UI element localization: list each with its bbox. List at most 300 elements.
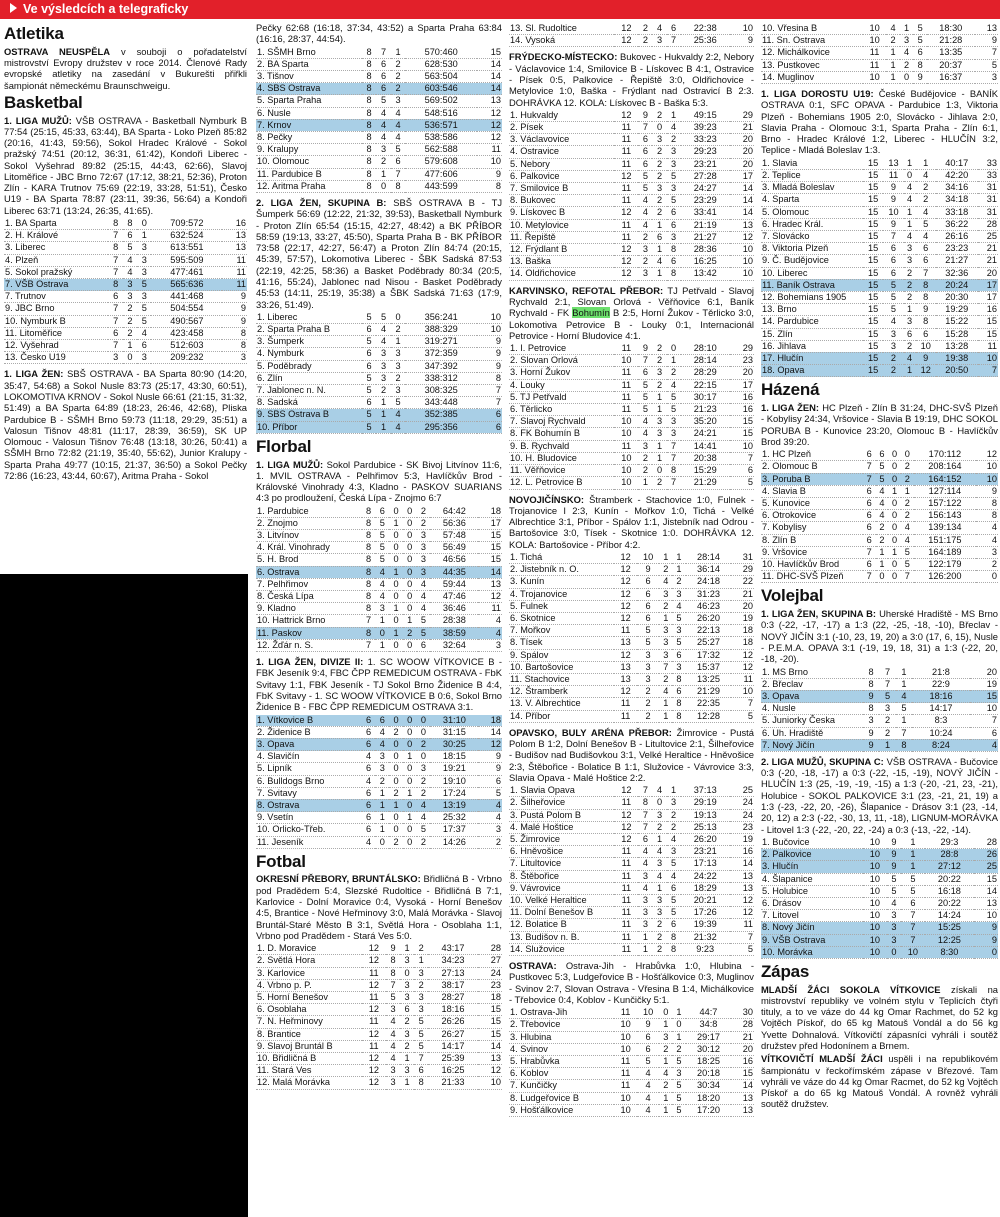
stat-cell: 3 (141, 242, 147, 253)
stat-cell: 5 (380, 311, 387, 322)
stat-cell: 32:64 (442, 639, 466, 650)
team-name-cell: 1. Vítkovice B (257, 714, 314, 725)
stat-cell: 10 (986, 352, 997, 363)
paragraph-lead: KARVINSKO, REFOTAL PŘEBOR: (509, 284, 664, 296)
team-name-cell: 6. Skotnice (510, 612, 556, 623)
team-name-cell: 1. Ostrava-Jih (510, 1007, 568, 1018)
team-name-cell: 12. Žďár n. S. (257, 639, 314, 650)
stat-cell: 8 (923, 279, 929, 290)
stat-cell: 5 (910, 873, 916, 884)
stat-cell: 11 (620, 1080, 631, 1091)
stat-cell: 1 (901, 715, 907, 726)
stat-cell: 6 (380, 58, 387, 69)
stat-cell: 14 (742, 183, 753, 194)
team-name-cell: 13. Pustkovec (762, 59, 820, 70)
stat-cell: 12:28 (696, 710, 720, 721)
stat-cell: 4 (923, 206, 929, 217)
stat-cell: 23 (742, 821, 753, 832)
team-name-cell: 6. Ostrava (257, 566, 300, 577)
stat-cell: 1 (656, 440, 663, 451)
stat-cell: 1 (890, 71, 896, 82)
stat-cell: 3 (380, 360, 387, 371)
team-name-cell: 5. Juniorky Česka (762, 715, 836, 726)
stat-cell: 13:35 (939, 47, 963, 58)
table-row (509, 477, 754, 489)
stat-cell: 1 (656, 833, 663, 844)
stat-cell: 18:30 (939, 23, 963, 33)
stat-cell: 170:112 (928, 449, 962, 460)
table-row (761, 449, 998, 461)
stat-cell: 12 (368, 979, 379, 990)
stat-cell: 18 (742, 637, 753, 648)
table-row (256, 763, 502, 775)
stat-cell: 26:27 (441, 1028, 465, 1039)
stat-cell: 1 (663, 1104, 669, 1115)
stat-cell: 3 (645, 673, 651, 684)
team-name-cell: 7. Slavoj Rychvald (510, 416, 586, 427)
stat-cell: 10 (869, 23, 880, 33)
stat-cell: 3 (656, 35, 663, 46)
stat-cell: 6 (113, 291, 119, 302)
stat-cell: 5 (676, 612, 682, 623)
table-row (256, 107, 502, 119)
stat-cell: 10 (620, 1043, 631, 1054)
stat-cell: 1 (379, 799, 385, 810)
paragraph-text: HC Plzeň - Zlín B 31:24, DHC-SVŠ Plzeň - Kobylisy 24:34, Vršovice - Slavia B 19:19, DHC SOKOL PORUBA B - Kunovice 23:20, Olomouc B - Havlíčkův Brod 39:20. (761, 402, 998, 447)
stat-cell: 59:44 (442, 578, 466, 589)
stat-cell: 4 (420, 799, 426, 810)
team-name-cell: 10. Příbor (257, 421, 298, 432)
stat-cell: 4 (642, 207, 649, 218)
article-paragraph (4, 115, 247, 217)
stat-cell: 6 (645, 612, 651, 623)
table-row (256, 530, 502, 542)
stat-cell: 9 (495, 348, 501, 359)
stat-cell: 17 (490, 517, 501, 528)
team-name-cell: 8. Pečky (257, 131, 293, 142)
stat-cell: 2 (923, 194, 929, 205)
stat-cell: 122:179 (928, 559, 962, 569)
stat-cell: 6 (418, 1065, 424, 1076)
table-row (256, 554, 502, 566)
stat-cell: 10:24 (929, 727, 953, 738)
table-row (509, 785, 754, 797)
stat-cell: 10 (986, 703, 997, 714)
table-row (761, 485, 998, 497)
team-name-cell: 9. Kladno (257, 603, 296, 614)
stat-cell: 38:17 (441, 979, 465, 990)
stat-cell: 2 (404, 1040, 410, 1051)
team-name-cell: 5. TJ Petřvald (510, 391, 567, 402)
stat-cell: 0 (395, 311, 401, 322)
team-name-cell: 7. Kobylisy (762, 522, 807, 533)
section-heading: Zápas (761, 961, 810, 981)
stat-cell: 1 (379, 812, 385, 823)
stat-cell: 6 (420, 639, 426, 650)
stat-cell: 4 (420, 603, 426, 614)
team-name-cell: 2. Teplice (762, 169, 801, 180)
article-paragraph (761, 402, 998, 447)
stat-cell: 10 (869, 861, 881, 872)
team-name-cell: 2. Sparta Praha B (257, 324, 331, 335)
table-row (761, 365, 998, 377)
table-row (509, 146, 754, 158)
stat-cell: 8 (366, 107, 372, 118)
stat-cell: 6 (366, 787, 372, 798)
stat-cell: 5 (127, 242, 133, 253)
stat-cell: 4 (366, 836, 372, 847)
stat-cell: 1 (879, 559, 885, 569)
stat-cell: 16:25 (693, 256, 717, 267)
stat-cell: 7 (991, 365, 997, 376)
team-name-cell: 12. Michálkovice (762, 47, 830, 58)
stat-cell: 3 (420, 566, 426, 577)
stat-cell: 8 (366, 83, 372, 94)
stat-cell: 25 (742, 785, 753, 796)
stat-cell: 1 (907, 304, 913, 315)
team-name-cell: 10. Liberec (762, 267, 808, 278)
stat-cell: 9 (991, 934, 997, 945)
stat-cell: 3 (663, 637, 669, 648)
stat-cell: 2 (676, 1043, 682, 1054)
stat-cell: 8 (670, 244, 677, 255)
stat-cell: 8 (366, 566, 372, 577)
stat-cell: 5 (747, 477, 753, 488)
table-row (761, 304, 998, 316)
stat-cell: 5 (420, 627, 426, 638)
stat-cell: 24:21 (693, 428, 717, 439)
stat-cell: 12 (490, 591, 501, 602)
table-row (761, 497, 998, 509)
team-name-cell: 3. Mladá Boleslav (762, 182, 835, 193)
table-row (761, 352, 998, 364)
stat-cell: 0 (393, 738, 399, 749)
stat-cell: 38:59 (442, 627, 466, 638)
table-row (509, 122, 754, 134)
stat-cell: 1 (676, 564, 682, 575)
stat-cell: 6 (991, 727, 997, 738)
stat-cell: 2 (645, 698, 651, 709)
stat-cell: 5 (670, 907, 677, 918)
team-name-cell: 11. Sn. Ostrava (762, 35, 826, 46)
team-name-cell: 12. Bohemians 1905 (762, 291, 847, 302)
team-name-cell: 14. Muglinov (762, 71, 815, 82)
stat-cell: 6 (747, 465, 753, 476)
stat-cell: 2 (904, 510, 910, 521)
stat-cell: 0 (407, 578, 413, 589)
stat-cell: 10 (742, 244, 753, 255)
stat-cell: 21:29 (693, 477, 717, 488)
stat-cell: 16 (235, 218, 246, 229)
stat-cell: 3 (379, 763, 385, 774)
stat-cell: 3 (670, 158, 677, 169)
stat-cell: 1 (407, 787, 413, 798)
stat-cell: 1 (395, 46, 401, 57)
stat-cell: 5 (747, 710, 753, 721)
stat-cell: 7 (670, 452, 677, 463)
table-row (4, 254, 247, 266)
table-row (509, 600, 754, 612)
stat-cell: 2 (884, 727, 891, 738)
stat-cell: 19 (742, 612, 753, 623)
stat-cell: 15 (867, 316, 879, 327)
stat-cell: 8:3 (934, 715, 948, 726)
stat-cell: 19:21 (442, 763, 466, 774)
stat-cell: 3 (404, 955, 410, 966)
article-paragraph (761, 984, 998, 1052)
stat-cell: 0 (891, 946, 897, 957)
stat-cell: 1 (393, 603, 399, 614)
stat-cell: 1 (393, 566, 399, 577)
team-name-cell: 11. Stachovice (510, 673, 570, 684)
table-row (761, 715, 998, 727)
stat-cell: 24 (490, 967, 501, 978)
stat-cell: 6 (366, 714, 372, 725)
stat-cell: 1 (663, 1092, 669, 1103)
team-name-cell: 2. Světlá Hora (257, 955, 316, 966)
stat-cell: 4 (395, 119, 401, 130)
table-row (761, 678, 998, 690)
table-row (509, 919, 754, 931)
stat-cell: 10 (907, 946, 918, 957)
table-row (509, 649, 754, 661)
stat-cell: 10 (621, 477, 632, 488)
stat-cell: 4 (390, 1028, 396, 1039)
article-paragraph (256, 197, 502, 310)
table-row (256, 397, 502, 409)
stat-cell: 8 (366, 578, 372, 589)
team-name-cell: 1. Tichá (510, 551, 543, 562)
stat-cell: 151:175 (928, 534, 962, 545)
stat-cell: 10 (920, 340, 931, 351)
stat-cell: 3 (991, 71, 997, 82)
stat-cell: 24:18 (696, 576, 720, 587)
stat-cell: 5 (366, 311, 372, 322)
stat-cell: 6 (366, 812, 372, 823)
stat-cell: 14:24 (937, 910, 961, 921)
paragraph-lead: 1. LIGA MUŽŮ: (256, 458, 324, 470)
stat-cell: 0 (407, 799, 413, 810)
table-row (509, 833, 754, 845)
stat-cell: 4 (991, 534, 997, 545)
team-name-cell: 1. MS Brno (762, 666, 808, 677)
stat-cell: 1 (656, 268, 663, 279)
team-name-cell: 7. Mořkov (510, 625, 551, 636)
table-row (761, 690, 998, 702)
stat-cell: 9 (890, 194, 897, 205)
stat-cell: 4 (663, 576, 669, 587)
stat-cell: 3 (890, 340, 897, 351)
stat-cell: 20 (742, 134, 753, 145)
table-row (256, 1077, 502, 1089)
standings-table (509, 23, 754, 47)
stat-cell: 7 (910, 934, 916, 945)
table-row (509, 710, 754, 722)
stat-cell: 1 (379, 787, 385, 798)
stat-cell: 30:34 (696, 1080, 720, 1091)
table-row (256, 824, 502, 836)
stat-cell: 4 (670, 870, 677, 881)
table-row (509, 404, 754, 416)
team-name-cell: 10. Velké Heraltice (510, 894, 587, 905)
stat-cell: 1 (904, 23, 910, 33)
stat-cell: 25 (986, 230, 997, 241)
stat-cell: 9 (890, 218, 897, 229)
standings-table (761, 23, 998, 84)
stat-cell: 1 (642, 943, 649, 954)
stat-cell: 6 (395, 156, 401, 167)
stat-cell: 3 (404, 991, 410, 1002)
table-row (761, 158, 998, 170)
table-row (509, 379, 754, 391)
table-row (509, 367, 754, 379)
stat-cell: 5 (676, 637, 682, 648)
team-name-cell: 3. Opava (257, 738, 295, 749)
table-row (761, 897, 998, 909)
stat-cell: 12 (620, 686, 631, 697)
stat-cell: 1 (380, 409, 387, 420)
stat-cell: 8 (917, 59, 923, 70)
paragraph-lead: 1. LIGA DOROSTU U19: (761, 88, 874, 100)
stat-cell: 4 (879, 485, 885, 496)
stat-cell: 1 (884, 739, 891, 750)
stat-cell: 1 (404, 1052, 410, 1063)
stat-cell: 7 (923, 267, 929, 278)
stat-cell: 11 (621, 158, 632, 169)
stat-cell: 490:567 (170, 315, 204, 326)
stat-cell: 8 (676, 710, 682, 721)
team-name-cell: 5. Lipník (257, 763, 292, 774)
stat-cell: 10 (869, 35, 880, 46)
stat-cell: 3 (645, 661, 651, 672)
table-row (761, 934, 998, 946)
stat-cell: 14 (490, 1040, 501, 1051)
stat-cell: 11 (491, 144, 501, 155)
stat-cell: 2 (656, 379, 663, 390)
stat-cell: 4 (901, 690, 907, 701)
stat-cell: 2 (395, 324, 401, 335)
stat-cell: 562:588 (424, 144, 458, 155)
stat-cell: 3 (670, 846, 677, 857)
table-row (256, 360, 502, 372)
standings-table (761, 837, 998, 959)
table-row (761, 946, 998, 958)
stat-cell: 13 (235, 242, 246, 253)
stat-cell: 4 (656, 256, 663, 267)
team-name-cell: 4. Vrbno p. P. (257, 979, 312, 990)
stat-cell: 4 (907, 352, 913, 363)
stat-cell: 6 (645, 1043, 651, 1054)
stat-cell: 21:19 (693, 219, 717, 230)
team-name-cell: 5. H. Brod (257, 554, 299, 565)
stat-cell: 10 (621, 452, 632, 463)
stat-cell: 28:36 (693, 244, 717, 255)
stat-cell: 15 (867, 291, 879, 302)
stat-cell: 352:385 (424, 409, 458, 420)
paragraph-text: Uherské Hradiště - MS Brno 0:3 (-22, -17, -17) a 1:3 (22, -25, -18, -10), Břeclav - NOVÝ JIČÍN 3:1 (-10, 23, 19, 20) a 3:0 (17, 6, 15), Nusle - P.E.M.A. OPAVA 3:1 (-19, 19, 18, 31) a 1:3 (-22, 20, -18, -20). (761, 608, 998, 665)
stat-cell: 3 (663, 588, 669, 599)
table-row (256, 47, 502, 59)
table-row (256, 979, 502, 991)
stat-cell: 4 (127, 254, 133, 265)
stat-cell: 22 (742, 576, 753, 587)
stat-cell: 0 (407, 530, 413, 541)
stat-cell: 4 (663, 1068, 669, 1079)
stat-cell: 20 (742, 1043, 753, 1054)
table-row (509, 564, 754, 576)
table-row (509, 661, 754, 673)
team-name-cell: 2. Písek (510, 122, 544, 133)
stat-cell: 372:359 (424, 348, 458, 359)
stat-cell: 10 (869, 910, 881, 921)
stat-cell: 15 (867, 182, 879, 193)
stat-cell: 12 (742, 661, 753, 672)
stat-cell: 0 (892, 571, 898, 582)
stat-cell: 6 (645, 588, 651, 599)
stat-cell: 3 (904, 35, 910, 46)
stat-cell: 27:28 (693, 170, 717, 181)
stat-cell: 5 (395, 397, 401, 408)
stat-cell: 2 (904, 59, 910, 70)
stat-cell: 2 (904, 461, 910, 472)
team-name-cell: 4. Slavičín (257, 751, 300, 762)
stat-cell: 28:10 (693, 343, 717, 354)
stat-cell: 10 (742, 686, 753, 697)
stat-cell: 1 (663, 551, 669, 562)
stat-cell: 7 (866, 473, 872, 484)
stat-cell: 5 (380, 95, 387, 106)
stat-cell: 42:20 (945, 169, 969, 180)
stat-cell: 12 (368, 1077, 379, 1088)
stat-cell: 14 (490, 70, 501, 81)
stat-cell: 3 (663, 1031, 669, 1042)
stat-cell: 6 (495, 421, 501, 432)
stat-cell: 319:271 (424, 336, 458, 347)
team-name-cell: 7. Svitavy (257, 787, 297, 798)
stat-cell: 3 (991, 546, 997, 557)
team-name-cell: 5. Fulnek (510, 600, 548, 611)
stat-cell: 12 (986, 449, 997, 460)
stat-cell: 13 (490, 1052, 501, 1063)
stat-cell: 17:37 (442, 824, 466, 835)
stat-cell: 15 (490, 554, 501, 565)
table-row (761, 861, 998, 873)
stat-cell: 6 (890, 267, 897, 278)
paragraph-text: v souboji o pořadatelství mistrovství Evropy družstev v roce 2014. Členové Rady evropské atletiky na zasedání v Bukurešti přiřkli šampionát německému Braunschweigu. (4, 45, 247, 91)
table-row (509, 343, 754, 355)
stat-cell: 15 (867, 304, 879, 315)
stat-cell: 4 (670, 122, 677, 133)
stat-cell: 40:17 (945, 157, 969, 168)
stat-cell: 443:599 (424, 180, 458, 191)
stat-cell: 23:29 (693, 195, 717, 206)
team-name-cell: 16. Jihlava (762, 340, 806, 351)
table-row (256, 336, 502, 348)
team-name-cell: 6. Koblov (510, 1068, 549, 1079)
stat-cell: 4 (495, 812, 501, 823)
paragraph-text: získali na mistrovství republiky ve volném stylu v Teplicích čtyři tituly, a to ve váze do 44 kg Omar Rachmet, do 52 kg Vojtěch Pískoř, do 65 kg Matouš Vondál a do 56 kg Yvette Dohnalová. Vítkovičtí zápasníci vyhráli i soutěž družstev před Hodonínem a Brnem. (761, 983, 998, 1052)
stat-cell: 4 (642, 858, 649, 869)
team-name-cell: 9. Hošťálkovice (510, 1104, 574, 1115)
stat-cell: 12 (621, 109, 632, 120)
stat-cell: 0 (907, 169, 913, 180)
stat-cell: 22:13 (696, 625, 720, 636)
stat-cell: 6 (645, 1031, 651, 1042)
section-banner (0, 0, 1000, 19)
stat-cell: 26:26 (441, 1016, 465, 1027)
team-name-cell: 2. Olomouc B (762, 461, 818, 472)
table-row (4, 291, 247, 303)
